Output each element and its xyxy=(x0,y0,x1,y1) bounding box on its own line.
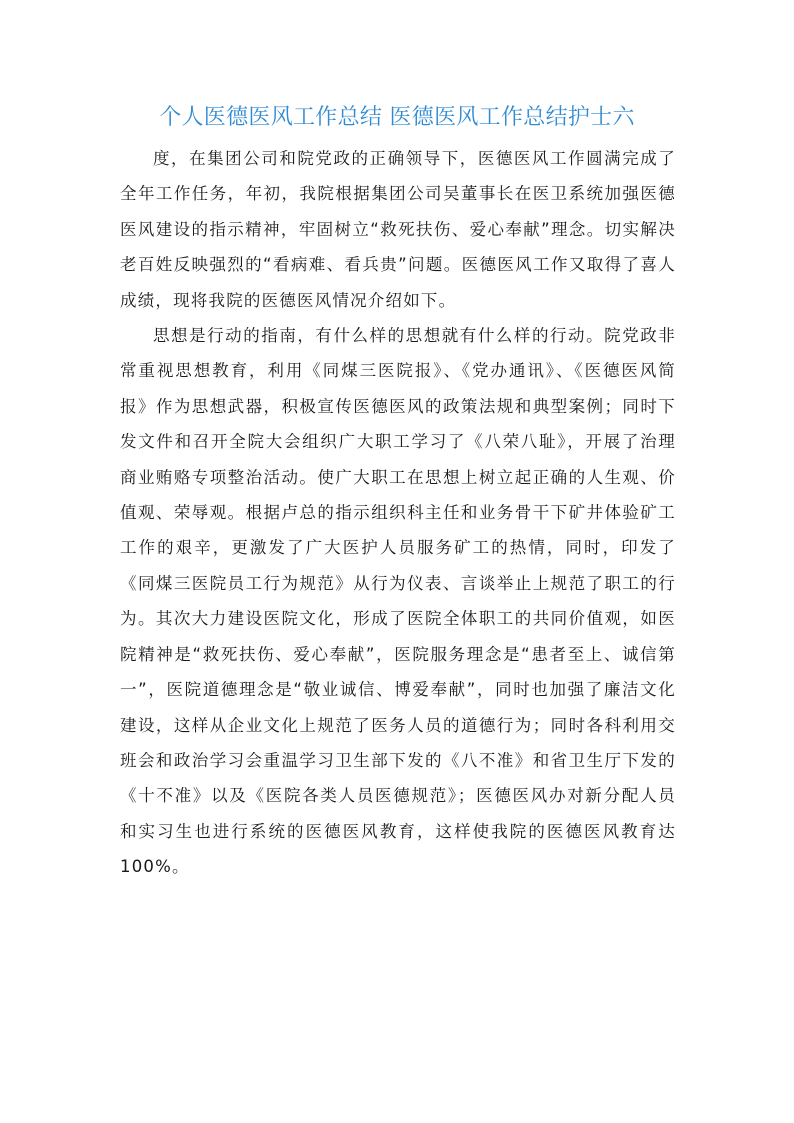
document-body xyxy=(120,141,676,885)
document-title: 个人医德医风工作总结 医德医风工作总结护士六 xyxy=(159,105,635,130)
paragraph-2: 思想是行动的指南，有什么样的思想就有什么样的行动。院党政非常重视思想教育，利用《同煤三医院报》、《党办通讯》、《医德医风简报》作为思想武器，积极宣传医德医风的政策法规和典型案例；同时下发文件和召开全院大会组织广大职工学习了《八荣八耻》，开展了治理商业贿赂专项整治活动。使广大职工在思想上树立起正确的人生观、价值观、荣辱观。根据卢总的指示组织科主任和业务骨干下矿井体验矿工工作的艰辛，更激发了广大医护人员服务矿工的热情，同时，印发了《同煤三医院员工行为规范》从行为仪表、言谈举止上规范了职工的行为。其次大力建设医院文化，形成了医院全体职工的共同价值观，如医院精神是“救死扶伤、爱心奉献”，医院服务理念是“患者至上、诚信第一”，医院道德理念是“敬业诚信、博爱奉献”，同时也加强了廉洁文化建设，这样从企业文化上规范了医务人员的道德行为；同时各科利用交班会和政治学习会重温学习卫生部下发的《八不准》和省卫生厅下发的《十不准》以及《医院各类人员医德规范》；医德医风办对新分配人员和实习生也进行系统的医德医风教育，这样使我院的医德医风教育达 100%。 xyxy=(120,326,676,877)
paragraph-1: 度，在集团公司和院党政的正确领导下，医德医风工作圆满完成了全年工作任务，年初，我院根据集团公司吴董事长在医卫系统加强医德医风建设的指示精神，牢固树立“救死扶伤、爱心奉献”理念。切实解决老百姓反映强烈的“看病难、看兵贵”问题。医德医风工作又取得了喜人成绩，现将我院的医德医风情况介绍如下。 xyxy=(120,149,676,310)
